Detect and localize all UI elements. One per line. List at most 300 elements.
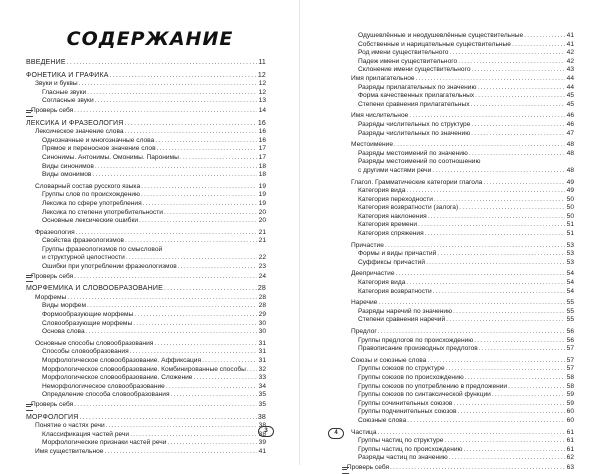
toc-entry-label: ЛЕКСИКА И ФРАЗЕОЛОГИЯ <box>26 119 124 127</box>
toc-page-number: 11 <box>258 59 266 66</box>
dot-leader <box>155 137 257 146</box>
toc-entry[interactable] <box>342 242 574 251</box>
toc-entry[interactable] <box>26 191 266 200</box>
dot-leader <box>492 391 565 400</box>
dot-leader <box>164 285 257 294</box>
toc-entry[interactable] <box>26 229 266 238</box>
dot-leader <box>104 448 257 457</box>
toc-entry-label: Проверь себя <box>346 463 390 471</box>
notebook-icon <box>26 275 29 281</box>
toc-page-number: 57 <box>566 345 574 353</box>
dot-leader <box>79 414 256 423</box>
toc-page-number: 60 <box>566 416 574 424</box>
toc-entry[interactable] <box>342 121 574 130</box>
toc-entry-label: Группы сочинительных союзов <box>358 399 453 407</box>
toc-page-number: 50 <box>566 212 574 220</box>
toc-entry[interactable] <box>342 328 574 337</box>
dot-leader <box>409 112 565 121</box>
toc-page-number: 53 <box>566 258 574 266</box>
toc-page-number: 16 <box>257 119 266 127</box>
toc-page-number: 57 <box>566 365 574 373</box>
toc-entry[interactable] <box>26 89 266 98</box>
dot-leader <box>110 72 257 81</box>
toc-page-number: 12 <box>258 80 266 88</box>
toc-entry[interactable] <box>26 302 266 311</box>
dot-leader <box>133 320 257 329</box>
dot-leader <box>483 179 565 188</box>
toc-entry-label: и структурной целостности <box>42 254 125 262</box>
toc-entry-label: Категория возвратности (залога) <box>358 204 459 212</box>
dot-leader <box>469 150 565 159</box>
toc-page-number: 47 <box>566 129 574 137</box>
dot-leader <box>406 279 565 288</box>
toc-page-number: 14 <box>258 106 266 114</box>
toc-entry[interactable] <box>26 80 266 89</box>
toc-entry-label: Основные лексические ошибки <box>42 217 139 225</box>
toc-entry[interactable] <box>26 391 266 400</box>
toc-page-number: 43 <box>566 66 574 74</box>
toc-entry-label: Морфологические признаки частей речи <box>42 439 167 447</box>
dot-leader <box>427 357 565 366</box>
dot-leader <box>512 41 565 50</box>
toc-page-number: 38 <box>258 430 266 438</box>
toc-entry-label: с другими частями речи <box>358 166 432 174</box>
dot-leader <box>87 302 257 311</box>
toc-page-number: 54 <box>566 270 574 278</box>
dot-leader <box>171 391 257 400</box>
toc-page-number: 35 <box>258 391 266 399</box>
dot-leader <box>396 270 566 279</box>
dot-leader <box>446 316 565 325</box>
toc-entry-self-check[interactable] <box>342 464 574 473</box>
toc-entry[interactable] <box>342 316 574 325</box>
toc-page-number: 28 <box>258 302 266 310</box>
toc-entry[interactable] <box>26 294 266 303</box>
dot-leader <box>446 365 565 374</box>
toc-page-number: 58 <box>566 373 574 381</box>
toc-entry[interactable] <box>342 345 574 354</box>
toc-entry-label: Проверь себя <box>30 272 74 280</box>
toc-page-number: 28 <box>257 285 266 293</box>
dot-leader <box>428 213 565 222</box>
dot-leader <box>141 191 257 200</box>
dot-leader <box>474 337 565 346</box>
toc-page-number: 44 <box>566 74 574 82</box>
dot-leader <box>418 221 565 230</box>
toc-page-number: 31 <box>258 357 266 364</box>
toc-entry-label: Разряды наречий по значению <box>358 307 453 315</box>
toc-page-number: 17 <box>258 145 266 153</box>
toc-entry-label: Прямое и переносное значение слов <box>42 145 156 153</box>
toc-entry-label: Понятие о частях речи <box>35 422 105 430</box>
toc-entry[interactable] <box>26 328 266 337</box>
dot-leader <box>134 311 257 320</box>
toc-entry[interactable] <box>342 92 574 101</box>
dot-leader <box>74 401 257 410</box>
toc-entry[interactable] <box>342 101 574 110</box>
toc-entry[interactable] <box>342 288 574 297</box>
page-number-right: 4 <box>328 428 344 439</box>
toc-entry-label: Категория спряжения <box>358 230 424 238</box>
toc-entry[interactable] <box>342 221 574 230</box>
toc-entry[interactable] <box>26 366 266 375</box>
dot-leader <box>425 230 565 239</box>
dot-leader <box>193 374 257 383</box>
toc-entry[interactable] <box>342 196 574 205</box>
dot-leader <box>87 89 257 98</box>
dot-leader <box>86 328 257 337</box>
dot-leader <box>390 464 565 473</box>
toc-entry[interactable] <box>26 348 266 357</box>
dot-leader <box>407 417 565 426</box>
toc-page-number: 53 <box>566 250 574 258</box>
dot-leader <box>106 422 257 431</box>
toc-page-number: 57 <box>566 356 574 364</box>
dot-leader <box>378 299 565 308</box>
toc-page-number: 16 <box>258 136 266 144</box>
toc-entry[interactable] <box>342 400 574 409</box>
toc-entry[interactable] <box>342 32 574 41</box>
dot-leader <box>95 97 257 106</box>
page-number-left: 3 <box>258 426 274 437</box>
toc-page-number: 49 <box>566 187 574 195</box>
toc-entry[interactable] <box>26 439 266 448</box>
toc-page-number: 31 <box>258 339 266 347</box>
toc-entry[interactable] <box>342 49 574 58</box>
dot-leader <box>166 383 257 392</box>
toc-entry-label: Род имени существительного <box>358 49 449 57</box>
toc-entry[interactable] <box>342 408 574 417</box>
dot-leader <box>167 439 257 448</box>
toc-entry-label: ВВЕДЕНИЕ <box>26 59 66 66</box>
toc-page-number: 45 <box>566 92 574 100</box>
dot-leader <box>125 128 257 137</box>
toc-entry[interactable] <box>26 320 266 329</box>
toc-entry[interactable] <box>26 183 266 192</box>
toc-entry-label: Собственные и нарицательные существительные <box>358 40 511 48</box>
toc-page-number: 35 <box>258 400 266 408</box>
dot-leader <box>92 171 257 180</box>
dot-leader <box>449 454 565 463</box>
toc-entry-label: Категория вида <box>358 279 406 287</box>
toc-page-number: 18 <box>258 162 266 170</box>
toc-entry-label: Гласные звуки <box>42 88 87 96</box>
toc-entry-label: Способы словообразования <box>42 348 129 356</box>
toc-entry-label: Морфологическое словообразование. Сложение <box>42 374 193 382</box>
dot-leader <box>471 101 565 110</box>
toc-page-number: 32 <box>258 365 266 373</box>
toc-page-number: 13 <box>258 97 266 105</box>
toc-page-number: 61 <box>566 428 574 436</box>
toc-entry-label: Основа слова <box>42 328 85 336</box>
toc-entry[interactable] <box>342 259 574 268</box>
toc-entry-label: Разряды частиц по значению <box>358 454 448 462</box>
toc-page-number: 33 <box>258 374 266 382</box>
dot-leader <box>378 328 565 337</box>
toc-entry-label: МОРФОЛОГИЯ <box>26 413 79 421</box>
toc-page-number: 34 <box>258 382 266 390</box>
toc-entry[interactable] <box>342 130 574 139</box>
dot-leader <box>202 357 257 366</box>
toc-entry-label: Степени сравнения наречий <box>358 316 446 324</box>
toc-entry-label: Союзы и союзные слова <box>351 356 427 364</box>
toc-entry[interactable] <box>26 200 266 209</box>
toc-entry-label: Виды морфем <box>42 302 86 310</box>
toc-entry-label: Причастие <box>351 241 384 249</box>
toc-entry-label: Правописание производных предлогов <box>358 345 478 353</box>
toc-entry[interactable] <box>26 217 266 226</box>
toc-page-number: 61 <box>566 437 574 445</box>
toc-entry-label: Группы союзов по употреблению в предложении <box>358 382 508 390</box>
toc-entry[interactable] <box>342 187 574 196</box>
dot-leader <box>457 408 565 417</box>
notebook-icon <box>26 404 29 410</box>
toc-entry-self-check[interactable] <box>26 107 266 116</box>
toc-page-number: 63 <box>566 463 574 471</box>
dot-leader <box>433 288 565 297</box>
toc-entry[interactable] <box>342 204 574 213</box>
dot-leader <box>475 92 565 101</box>
toc-page-number: 41 <box>258 447 266 455</box>
dot-leader <box>139 217 257 226</box>
dot-leader <box>125 237 257 246</box>
toc-entry[interactable] <box>342 179 574 188</box>
dot-leader <box>416 75 565 84</box>
toc-section[interactable] <box>26 414 266 423</box>
toc-entry[interactable] <box>26 163 266 172</box>
page-title: СОДЕРЖАНИЕ <box>66 28 234 50</box>
toc-entry-label: Склонение имени существительного <box>358 66 471 74</box>
toc-entry[interactable] <box>342 337 574 346</box>
notebook-icon <box>26 110 29 116</box>
toc-page-number: 54 <box>566 287 574 295</box>
toc-entry-label: Союзные слова <box>358 416 407 424</box>
toc-entry-self-check[interactable] <box>26 401 266 410</box>
toc-entry[interactable] <box>26 97 266 106</box>
toc-page-number: 48 <box>566 166 574 174</box>
toc-entry-label: Группы слов по происхождению <box>42 191 140 199</box>
dot-leader <box>157 145 257 154</box>
toc-entry[interactable] <box>342 75 574 84</box>
toc-page-number: 42 <box>566 57 574 65</box>
dot-leader <box>95 163 257 172</box>
toc-page-number: 46 <box>566 120 574 128</box>
toc-entry[interactable] <box>342 41 574 50</box>
toc-page-number: 51 <box>566 230 574 238</box>
toc-entry-label: Группы частиц по происхождению <box>358 445 463 453</box>
toc-page-number: 22 <box>258 254 266 262</box>
toc-entry[interactable] <box>26 209 266 218</box>
toc-entry-label: Категория наклонения <box>358 212 427 220</box>
toc-page-number: 12 <box>257 71 266 79</box>
toc-entry[interactable] <box>342 279 574 288</box>
toc-entry[interactable] <box>342 84 574 93</box>
toc-entry-label: Предлог <box>351 328 377 335</box>
dot-leader <box>67 294 257 303</box>
toc-section[interactable] <box>26 285 266 294</box>
toc-entry-label: Звуки и буквы <box>35 80 78 88</box>
toc-page-number: 46 <box>566 112 574 120</box>
toc-entry-label: Однозначные и многозначные слова <box>42 136 155 144</box>
toc-page-number: 18 <box>258 171 266 179</box>
toc-page-number: 24 <box>258 272 266 280</box>
toc-page-number: 42 <box>566 49 574 57</box>
toc-entry-label: Категория возвратности <box>358 287 432 295</box>
toc-entry[interactable] <box>342 167 574 176</box>
toc-entry[interactable] <box>26 357 266 366</box>
toc-entry-label: Формообразующие морфемы <box>42 311 134 319</box>
toc-entry[interactable] <box>342 230 574 239</box>
toc-entry[interactable] <box>342 112 574 121</box>
dot-leader <box>463 446 565 455</box>
dot-leader <box>178 263 257 272</box>
toc-entry[interactable] <box>342 213 574 222</box>
toc-entry[interactable] <box>342 374 574 383</box>
toc-page-number: 44 <box>566 83 574 91</box>
dot-leader <box>453 308 565 317</box>
toc-page-number: 56 <box>566 336 574 344</box>
toc-entry-label: Группы подчинительных союзов <box>358 408 457 416</box>
toc-entry[interactable] <box>342 250 574 259</box>
toc-entry[interactable] <box>26 137 266 146</box>
dot-leader <box>76 229 257 238</box>
dot-leader <box>180 154 257 163</box>
dot-leader <box>79 80 257 89</box>
toc-page-number: 60 <box>566 408 574 416</box>
toc-section[interactable] <box>26 59 266 68</box>
dot-leader <box>471 121 565 130</box>
toc-entry[interactable] <box>26 422 266 431</box>
toc-entry-line <box>342 158 574 167</box>
toc-page-number: 49 <box>566 178 574 186</box>
toc-entry-label: Ошибки при употреблении фразеологизмов <box>42 263 177 271</box>
toc-entry-label: Лексика по степени употребительности <box>42 208 163 216</box>
toc-entry[interactable] <box>26 263 266 272</box>
toc-page-number: 28 <box>258 293 266 301</box>
dot-leader <box>143 200 257 209</box>
toc-entry[interactable] <box>26 154 266 163</box>
toc-entry-label: Суффиксы причастий <box>358 258 426 266</box>
toc-entry-label: Лексическое значение слова <box>35 128 124 136</box>
toc-entry[interactable] <box>342 383 574 392</box>
toc-entry[interactable] <box>342 299 574 308</box>
toc-entry-label: Основные способы словообразования <box>35 339 154 347</box>
toc-entry[interactable] <box>342 365 574 374</box>
dot-leader <box>426 259 565 268</box>
toc-entry[interactable] <box>342 446 574 455</box>
dot-leader <box>477 84 565 93</box>
toc-entry-label: Свойства фразеологизмов <box>42 237 125 245</box>
toc-page-number: 48 <box>566 141 574 149</box>
toc-entry-label: Наречие <box>351 299 378 307</box>
toc-entry-label: Лексика по сфере употребления <box>42 199 142 207</box>
toc-entry-label: Разряды местоимений по значению <box>358 149 468 157</box>
toc-entry-self-check[interactable] <box>26 273 266 282</box>
toc-page-number: 59 <box>566 399 574 407</box>
dot-leader <box>471 130 565 139</box>
toc-entry[interactable] <box>342 357 574 366</box>
left-page <box>0 0 300 465</box>
toc-entry-label: Имя существительное <box>35 447 104 455</box>
toc-entry-label: Морфологическое словообразование. Аффиксация <box>42 357 202 364</box>
toc-entry[interactable] <box>26 171 266 180</box>
toc-section[interactable] <box>26 72 266 81</box>
toc-page-number: 61 <box>566 445 574 453</box>
toc-entry[interactable] <box>342 437 574 446</box>
toc-page-number: 19 <box>258 182 266 190</box>
toc-page-number: 53 <box>566 241 574 249</box>
toc-entry[interactable] <box>26 254 266 263</box>
toc-entry[interactable] <box>342 58 574 67</box>
toc-entry-label: Глагол. Грамматические категории глагола <box>351 178 483 186</box>
dot-leader <box>459 204 565 213</box>
toc-entry[interactable] <box>342 417 574 426</box>
toc-page-number: 17 <box>258 153 266 161</box>
toc-page-number: 41 <box>566 32 574 39</box>
dot-leader <box>164 209 257 218</box>
toc-section[interactable] <box>26 120 266 129</box>
toc-page-number: 21 <box>258 237 266 245</box>
dot-leader <box>444 437 565 446</box>
dot-leader <box>434 196 565 205</box>
dot-leader <box>126 254 257 263</box>
toc-entry[interactable] <box>342 391 574 400</box>
toc-entry[interactable] <box>342 454 574 463</box>
toc-entry[interactable] <box>342 141 574 150</box>
toc-page-number: 45 <box>566 100 574 108</box>
toc-entry-label: Виды омонимов <box>42 171 92 179</box>
toc-entry-label: Морфологическое словообразование. Комбинированные способы <box>42 365 246 373</box>
toc-entry[interactable] <box>342 429 574 438</box>
toc-entry-label: Степени сравнения прилагательных <box>358 100 470 108</box>
table-of-contents-left <box>26 55 266 457</box>
dot-leader <box>74 273 257 282</box>
toc-entry[interactable] <box>26 237 266 246</box>
toc-page-number: 12 <box>258 88 266 96</box>
toc-entry-label: Частица <box>351 428 377 436</box>
dot-leader <box>74 107 257 116</box>
toc-page-number: 38 <box>258 422 266 430</box>
toc-page-number: 20 <box>258 208 266 216</box>
toc-entry[interactable] <box>26 145 266 154</box>
dot-leader <box>479 345 565 354</box>
toc-entry-label: МОРФЕМИКА И СЛОВООБРАЗОВАНИЕ <box>26 285 164 293</box>
toc-page-number: 16 <box>258 128 266 136</box>
dot-leader <box>453 400 565 409</box>
toc-entry[interactable] <box>26 448 266 457</box>
dot-leader <box>465 374 565 383</box>
toc-page-number: 23 <box>258 263 266 271</box>
toc-entry[interactable] <box>26 128 266 137</box>
toc-page-number: 29 <box>258 311 266 319</box>
dot-leader <box>449 49 565 58</box>
toc-entry[interactable] <box>26 311 266 320</box>
dot-leader <box>385 242 565 251</box>
toc-page-number: 50 <box>566 195 574 203</box>
toc-page-number: 55 <box>566 299 574 307</box>
toc-entry[interactable] <box>342 66 574 75</box>
dot-leader <box>508 383 565 392</box>
toc-entry[interactable] <box>342 270 574 279</box>
toc-entry-label: Разряды прилагательных по значению <box>358 83 477 91</box>
dot-leader <box>141 183 257 192</box>
dot-leader <box>125 120 257 129</box>
dot-leader <box>458 58 565 67</box>
toc-entry-label: Фразеология <box>35 228 75 236</box>
toc-entry[interactable] <box>26 374 266 383</box>
dot-leader <box>394 141 565 150</box>
toc-page-number: 56 <box>566 328 574 335</box>
